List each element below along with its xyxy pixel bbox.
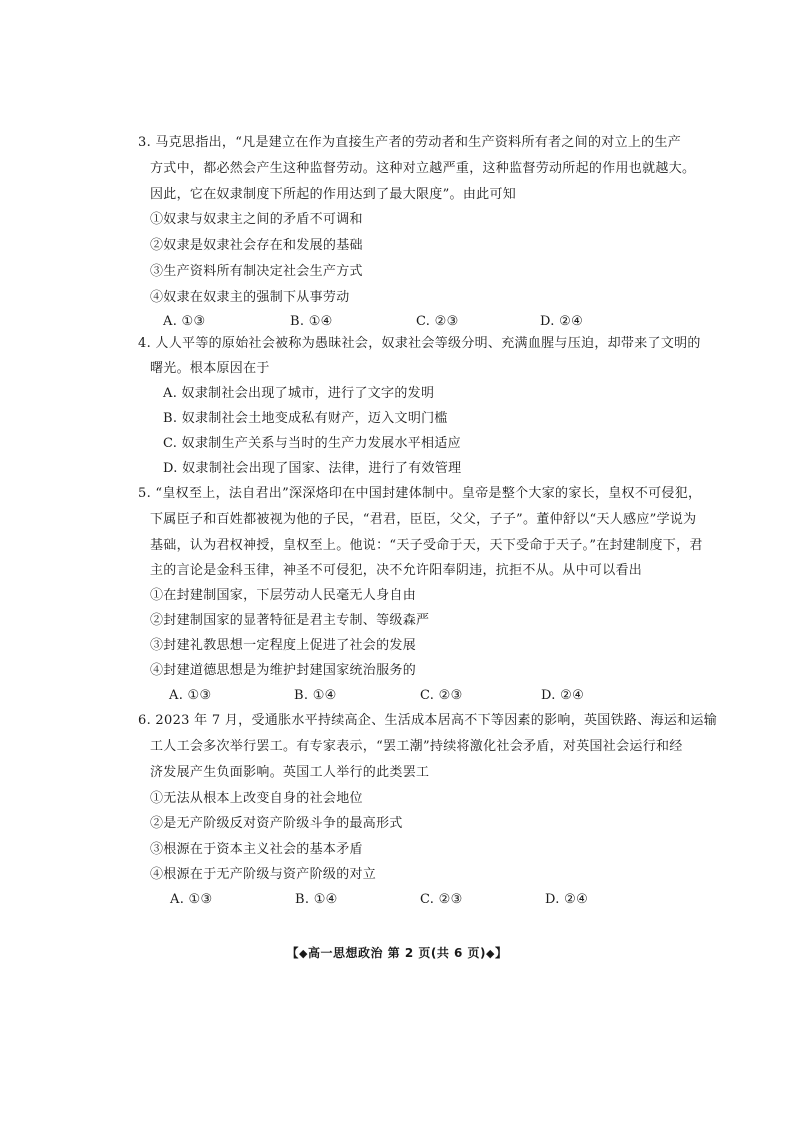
q5-stem-line-4: 主的言论是金科玉律，神圣不可侵犯，决不允许阳奉阴违，抗拒不从。从中可以看出 xyxy=(150,563,643,578)
q4-option-d[interactable]: D. 奴隶制社会出现了国家、法律，进行了有效管理 xyxy=(163,461,462,476)
q3-item-2: ②奴隶是奴隶社会存在和发展的基础 xyxy=(150,238,363,253)
q5-stem-line-3: 基础，认为君权神授，皇权至上。他说：“天子受命于天，天下受命于天子。”在封建制度下，君 xyxy=(150,538,703,553)
q4-option-a[interactable]: A. 奴隶制社会出现了城市，进行了文字的发明 xyxy=(163,386,435,401)
q6-option-b[interactable]: B. ①④ xyxy=(295,892,338,907)
q3-option-a[interactable]: A. ①③ xyxy=(163,314,206,329)
q6-option-a[interactable]: A. ①③ xyxy=(170,892,213,907)
q3-item-1: ①奴隶与奴隶主之间的矛盾不可调和 xyxy=(150,212,363,227)
q6-item-2: ②是无产阶级反对资产阶级斗争的最高形式 xyxy=(150,816,403,831)
page-footer xyxy=(0,944,794,961)
footer-close-bracket: 】 xyxy=(495,946,508,960)
q5-item-1: ①在封建制国家，下层劳动人民毫无人身自由 xyxy=(150,588,417,603)
q3-stem-line-3: 因此，它在奴隶制度下所起的作用达到了最大限度”。由此可知 xyxy=(150,187,517,202)
q4-option-c[interactable]: C. 奴隶制生产关系与当时的生产力发展水平相适应 xyxy=(163,436,461,451)
q6-item-4: ④根源在于无产阶级与资产阶级的对立 xyxy=(150,867,377,882)
q4-stem-line-1: 4. 人人平等的原始社会被称为愚昧社会，奴隶社会等级分明、充满血腥与压迫，却带来了文明的 xyxy=(138,336,701,351)
footer-open-bracket: 【 xyxy=(286,946,299,960)
q3-item-3: ③生产资料所有制决定社会生产方式 xyxy=(150,264,363,279)
q5-option-c[interactable]: C. ②③ xyxy=(420,688,463,703)
q3-option-d[interactable]: D. ②④ xyxy=(540,314,584,329)
q5-option-b[interactable]: B. ①④ xyxy=(294,688,337,703)
q5-item-2: ②封建制国家的显著特征是君主专制、等级森严 xyxy=(150,613,430,628)
q5-option-a[interactable]: A. ①③ xyxy=(169,688,212,703)
q3-stem-line-2: 方式中，都必然会产生这种监督劳动。这种对立越严重，这种监督劳动所起的作用也就越大。 xyxy=(150,161,696,176)
q4-stem-line-2: 曙光。根本原因在于 xyxy=(150,361,270,376)
q6-option-d[interactable]: D. ②④ xyxy=(545,892,589,907)
diamond-icon: ◆ xyxy=(299,947,308,960)
q5-item-3: ③封建礼教思想一定程度上促进了社会的发展 xyxy=(150,638,417,653)
q6-item-1: ①无法从根本上改变自身的社会地位 xyxy=(150,791,363,806)
q6-stem-line-1: 6. 2023 年 7 月，受通胀水平持续高企、生活成本居高不下等因素的影响，英国铁路、海运和运输 xyxy=(138,713,717,728)
diamond-icon: ◆ xyxy=(486,947,495,960)
q4-option-b[interactable]: B. 奴隶制社会土地变成私有财产，迈入文明门槛 xyxy=(163,411,448,426)
q5-stem-line-2: 下属臣子和百姓都被视为他的子民，“君君，臣臣，父父，子子”。董仲舒以“天人感应”学说为 xyxy=(150,512,697,527)
q6-stem-line-2: 工人工会多次举行罢工。有专家表示，“罢工潮”持续将激化社会矛盾，对英国社会运行和经 xyxy=(150,739,683,754)
q5-option-d[interactable]: D. ②④ xyxy=(541,688,585,703)
q3-item-4: ④奴隶在奴隶主的强制下从事劳动 xyxy=(150,290,350,305)
q6-option-c[interactable]: C. ②③ xyxy=(420,892,463,907)
q3-stem-line-1: 3. 马克思指出，“凡是建立在作为直接生产者的劳动者和生产资料所有者之间的对立上的生产 xyxy=(138,135,682,150)
q3-option-c[interactable]: C. ②③ xyxy=(416,314,459,329)
q5-stem-line-1: 5. “皇权至上，法自君出”深深烙印在中国封建体制中。皇帝是整个大家的家长，皇权不可侵犯， xyxy=(138,486,702,501)
q5-item-4: ④封建道德思想是为维护封建国家统治服务的 xyxy=(150,663,417,678)
footer-text: 高一思想政治 第 2 页(共 6 页) xyxy=(307,946,487,960)
q3-option-b[interactable]: B. ①④ xyxy=(290,314,333,329)
q6-stem-line-3: 济发展产生负面影响。英国工人举行的此类罢工 xyxy=(150,765,430,780)
q6-item-3: ③根源在于资本主义社会的基本矛盾 xyxy=(150,842,363,857)
